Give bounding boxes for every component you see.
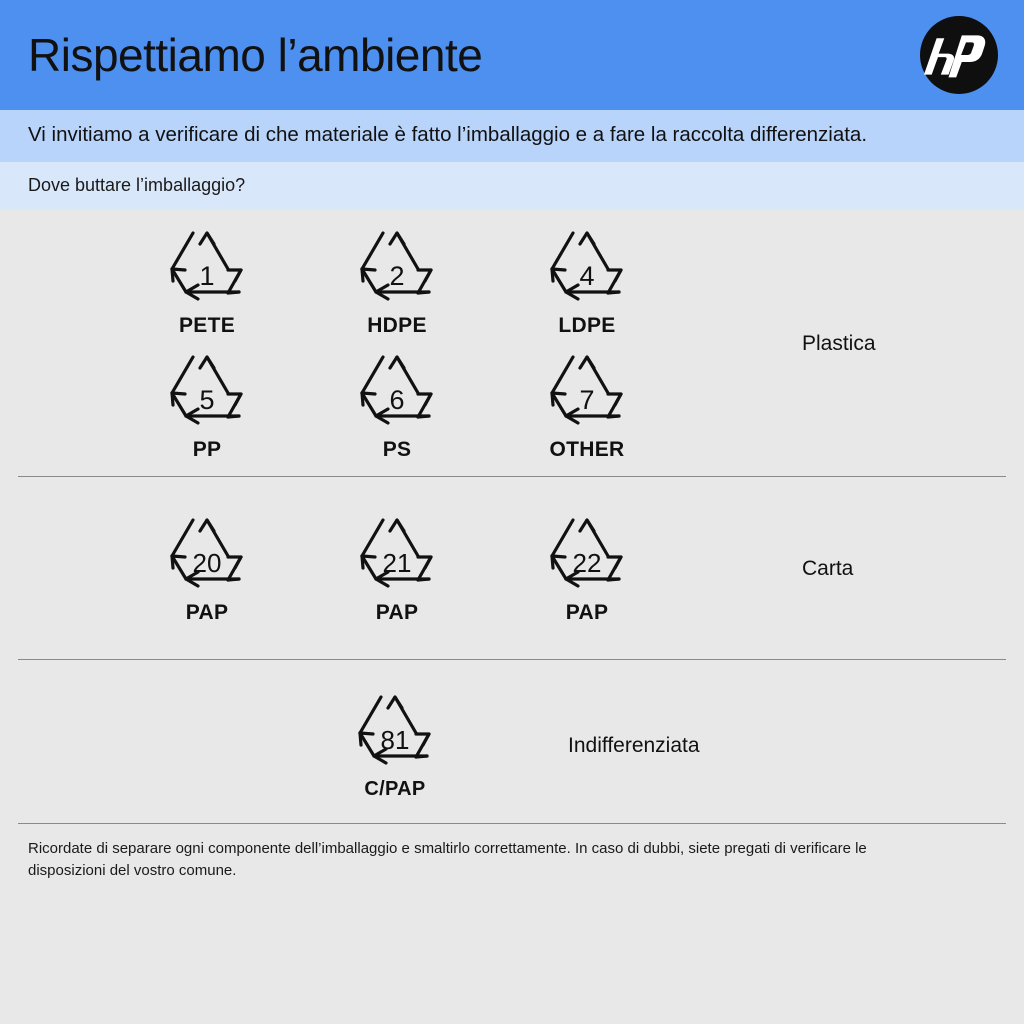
symbol-code: PP (192, 438, 222, 461)
symbol-code: LDPE (558, 314, 616, 337)
symbol-number: 2 (389, 260, 405, 291)
recycling-symbol (112, 226, 302, 338)
symbol-code: PAP (375, 601, 419, 624)
recycling-triangle-icon (343, 690, 447, 776)
recycling-triangle-icon (535, 513, 639, 599)
symbol-number: 6 (389, 384, 405, 415)
symbol-number: 20 (192, 547, 222, 578)
symbol-number: 1 (199, 260, 215, 291)
section-label-wrap-carta (802, 557, 853, 581)
page-title: Rispettiamo l’ambiente (28, 29, 483, 81)
footer-note (18, 823, 1006, 898)
symbol-number: 81 (380, 724, 410, 755)
symbol-code: PS (382, 438, 412, 461)
footer-text: Ricordate di separare ogni componente dell’imballaggio e smaltirlo correttamente. In caso di dubbi, siete pregati di verificare le disposizioni del vostro comune. (28, 840, 867, 879)
section-label-wrap-indifferenziata (568, 734, 700, 758)
page-header (0, 0, 1024, 110)
recycling-triangle-icon (155, 513, 259, 599)
recycling-triangle-icon (155, 226, 259, 312)
question-text: Dove buttare l’imballaggio? (28, 174, 246, 195)
symbol-row (112, 513, 682, 625)
recycling-symbol (302, 226, 492, 338)
instruction-banner (0, 110, 1024, 162)
instruction-text: Vi invitiamo a verificare di che materiale è fatto l’imballaggio e a fare la raccolta differenziata. (28, 122, 868, 146)
symbol-number: 7 (579, 384, 595, 415)
symbol-code: PETE (178, 314, 236, 337)
recycling-triangle-icon (345, 350, 449, 436)
recycling-symbol (302, 513, 492, 625)
symbol-code: PAP (185, 601, 229, 624)
recycling-symbol (302, 350, 492, 462)
symbol-number: 21 (382, 547, 412, 578)
symbol-grid-indifferenziata (0, 690, 490, 801)
recycling-symbol (492, 513, 682, 625)
section-label: Carta (802, 557, 854, 580)
section-plastica (0, 210, 1024, 476)
recycling-symbol (112, 513, 302, 625)
symbol-grid-plastica (0, 226, 682, 462)
symbol-grid-carta (0, 513, 682, 625)
recycling-symbol (300, 690, 490, 801)
symbol-row (112, 226, 682, 338)
symbol-code: PAP (565, 601, 609, 624)
recycling-triangle-icon (345, 226, 449, 312)
question-banner (0, 162, 1024, 210)
recycling-triangle-icon (535, 226, 639, 312)
section-indifferenziata (0, 660, 1024, 823)
symbol-code: C/PAP (364, 778, 426, 800)
hp-logo-icon (920, 16, 998, 94)
symbol-number: 4 (579, 260, 595, 291)
section-label: Indifferenziata (568, 733, 700, 757)
recycling-triangle-icon (345, 513, 449, 599)
recycling-symbol (492, 350, 682, 462)
symbol-number: 5 (199, 384, 215, 415)
section-label: Plastica (802, 332, 876, 355)
symbol-number: 22 (572, 547, 602, 578)
content-area (0, 210, 1024, 1024)
recycling-symbol (492, 226, 682, 338)
recycling-triangle-icon (155, 350, 259, 436)
section-carta (0, 477, 1024, 659)
symbol-code: HDPE (367, 314, 427, 337)
symbol-row (300, 690, 490, 801)
recycling-triangle-icon (535, 350, 639, 436)
recycling-symbol (112, 350, 302, 462)
symbol-row (112, 350, 682, 462)
section-label-wrap-plastica (802, 332, 876, 356)
symbol-code: OTHER (549, 438, 625, 461)
